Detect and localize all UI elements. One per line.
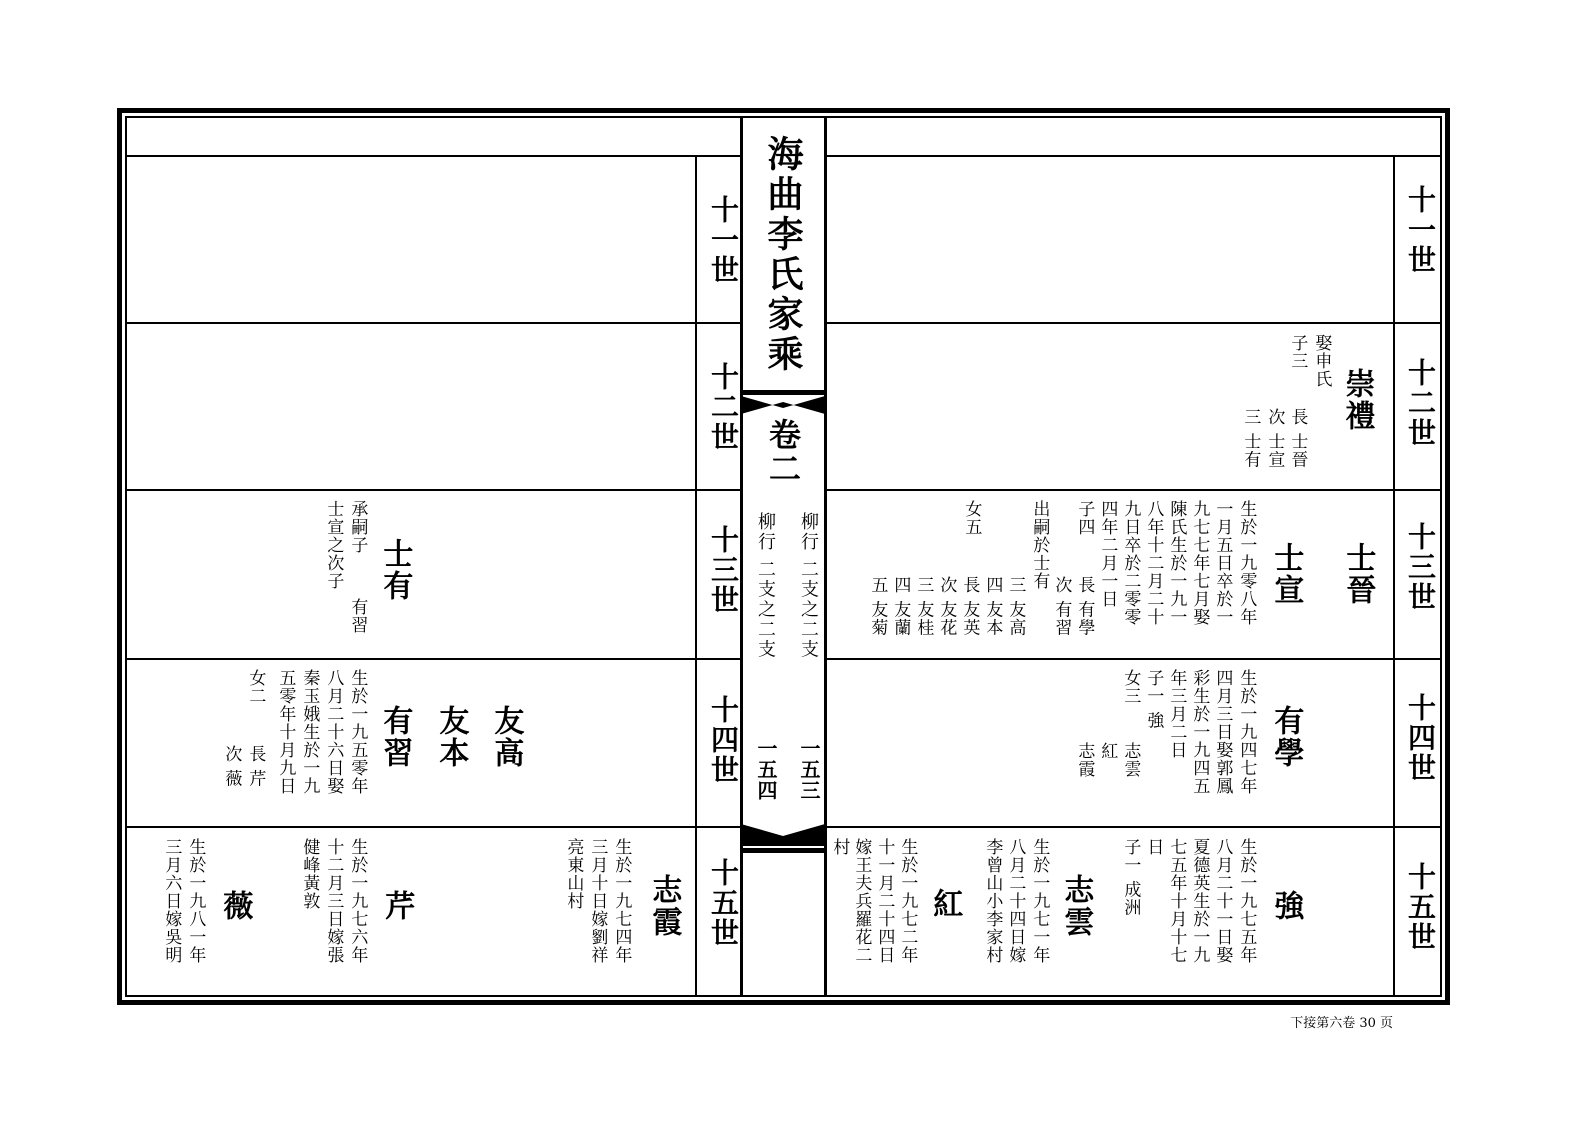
gen-label-13: 十三世 — [707, 525, 740, 615]
bio-line: 生於一九八一年 — [185, 838, 206, 964]
bio-line: 八月二十一日娶 — [1212, 838, 1233, 964]
continuation-note: 下接第六卷 30 页 — [1290, 1016, 1393, 1031]
gen-label-15: 十五世 — [1404, 862, 1437, 952]
daughter-entry: 紅 — [1097, 742, 1118, 760]
branch-label-right: 柳行 二支之二支 — [798, 512, 819, 660]
bio-line: 四年二月一日 — [1097, 500, 1118, 608]
gen-label-11: 十一世 — [707, 195, 740, 285]
person-name: 志霞 — [646, 874, 682, 938]
son-entry: 長 有學 — [1074, 576, 1095, 637]
bio-line: 亮東山村 — [563, 838, 584, 910]
bio-line: 嫁王夫兵羅花二 — [851, 838, 872, 964]
row-line — [826, 489, 1440, 491]
gen-label-12: 十二世 — [707, 362, 740, 452]
adoption-note: 出嗣於士有 — [1029, 500, 1050, 590]
sons-count: 子三 — [1287, 334, 1308, 370]
gen-label-14: 十四世 — [707, 695, 740, 785]
son-entry: 次 士宣 — [1264, 408, 1285, 469]
person-name: 士晉 — [1340, 542, 1376, 606]
bio-line: 生於一九四七年 — [1236, 669, 1257, 795]
person-name: 志雲 — [1058, 874, 1094, 938]
bio-line: 生於一九五零年 — [347, 669, 368, 795]
person-name: 友高 — [488, 705, 524, 769]
son-entry: 三 士有 — [1240, 408, 1261, 469]
row-line — [127, 826, 740, 828]
bio-line: 秦玉娥生於一九 — [299, 669, 320, 795]
page-number-right: 一五三 — [797, 738, 821, 801]
bio-line: 九日卒於二零零 — [1120, 500, 1141, 626]
son-entry: 三 友高 — [1005, 576, 1026, 637]
page-number-left: 一五四 — [754, 738, 778, 801]
bio-line: 生於一九七二年 — [897, 838, 918, 964]
left-gen-col-line — [695, 155, 697, 995]
gen-label-11: 十一世 — [1404, 185, 1437, 275]
bio-line: 十二月三日嫁張 — [323, 838, 344, 964]
bio-line: 子四 — [1074, 500, 1095, 536]
daughters-label: 女二 — [245, 669, 266, 705]
son-entry: 四 友本 — [982, 576, 1003, 637]
daughter-entry: 五 友菊 — [867, 576, 888, 637]
bio-line: 八月二十四日嫁 — [1005, 838, 1026, 964]
marriage-note: 娶申氏 — [1311, 334, 1332, 388]
bio-line: 一月五日卒於一 — [1212, 500, 1233, 626]
daughter-entry: 長 芹 — [245, 745, 266, 788]
bio-line: 生於一九七六年 — [347, 838, 368, 964]
daughter-entry: 四 友蘭 — [890, 576, 911, 637]
gen-label-14: 十四世 — [1404, 693, 1437, 783]
bio-line: 陳氏生於一九一 — [1166, 500, 1187, 626]
gen-label-15: 十五世 — [707, 858, 740, 948]
row-line — [826, 658, 1440, 660]
right-gen-col-line — [1393, 155, 1395, 995]
bio-line: 村 — [829, 838, 850, 856]
person-name: 薇 — [217, 890, 253, 922]
son-entry: 子一 成洲 — [1120, 838, 1141, 917]
bio-line: 十一月二十四日 — [874, 838, 895, 964]
daughter-entry: 次 薇 — [221, 745, 242, 788]
daughter-entry: 志雲 — [1120, 742, 1141, 778]
bio-line: 李曾山小李家村 — [982, 838, 1003, 964]
bio-line: 夏德英生於一九 — [1189, 838, 1210, 964]
person-name: 士宣 — [1268, 542, 1304, 606]
row-line — [127, 658, 740, 660]
bio-line: 五零年十月九日 — [275, 669, 296, 795]
gen-label-12: 十二世 — [1404, 358, 1437, 448]
son-entry: 有習 — [347, 598, 368, 634]
bio-line: 生於一九七一年 — [1029, 838, 1050, 964]
bio-line: 生於一九零八年 — [1236, 500, 1257, 626]
bio-line: 三月六日嫁吳明 — [161, 838, 182, 964]
son-entry: 子一 強 — [1143, 669, 1164, 730]
bio-line: 三月十日嫁劉祥 — [587, 838, 608, 964]
daughters-label: 女五 — [961, 500, 982, 536]
row-line — [826, 826, 1440, 828]
branch-label-left: 柳行 二支之二支 — [755, 512, 776, 660]
volume-label: 卷二 — [764, 418, 802, 486]
daughter-entry: 長 友英 — [959, 576, 980, 637]
bio-line: 七五年十月十七 — [1166, 838, 1187, 964]
person-name: 紅 — [927, 888, 963, 920]
row-line — [127, 155, 740, 157]
daughter-entry: 次 友花 — [936, 576, 957, 637]
bio-line: 九七七年七月娶 — [1189, 500, 1210, 626]
row-line — [127, 322, 740, 324]
person-name: 有習 — [377, 705, 413, 769]
adoption-note: 承嗣子 — [347, 500, 368, 554]
adoption-note: 士宣之次子 — [323, 500, 344, 590]
bio-line: 生於一九七五年 — [1236, 838, 1257, 964]
row-line — [826, 322, 1440, 324]
person-name: 士有 — [377, 538, 413, 602]
daughter-entry: 志霞 — [1074, 742, 1095, 778]
daughters-label: 女三 — [1120, 669, 1141, 705]
bio-line: 彩生於一九四五 — [1189, 669, 1210, 795]
person-name: 友本 — [433, 705, 469, 769]
son-entry: 次 有習 — [1051, 576, 1072, 637]
book-title: 海曲李氏家乘 — [762, 135, 804, 375]
bio-line: 四月三日娶郭鳳 — [1212, 669, 1233, 795]
bio-line: 日 — [1143, 838, 1164, 856]
bio-line: 八月二十六日娶 — [323, 669, 344, 795]
bio-line: 生於一九七四年 — [611, 838, 632, 964]
bio-line: 八年十二月二十 — [1143, 500, 1164, 626]
person-name: 強 — [1268, 890, 1304, 922]
son-entry: 長 士晉 — [1287, 408, 1308, 469]
row-line — [127, 489, 740, 491]
bio-line: 年三月二日 — [1166, 669, 1187, 759]
row-line — [826, 155, 1440, 157]
bio-line: 健峰黃敦 — [299, 838, 320, 910]
person-name: 芹 — [379, 890, 415, 922]
daughter-entry: 三 友桂 — [913, 576, 934, 637]
person-name: 有學 — [1268, 705, 1304, 769]
gen-label-13: 十三世 — [1404, 522, 1437, 612]
person-name: 崇禮 — [1339, 368, 1375, 432]
